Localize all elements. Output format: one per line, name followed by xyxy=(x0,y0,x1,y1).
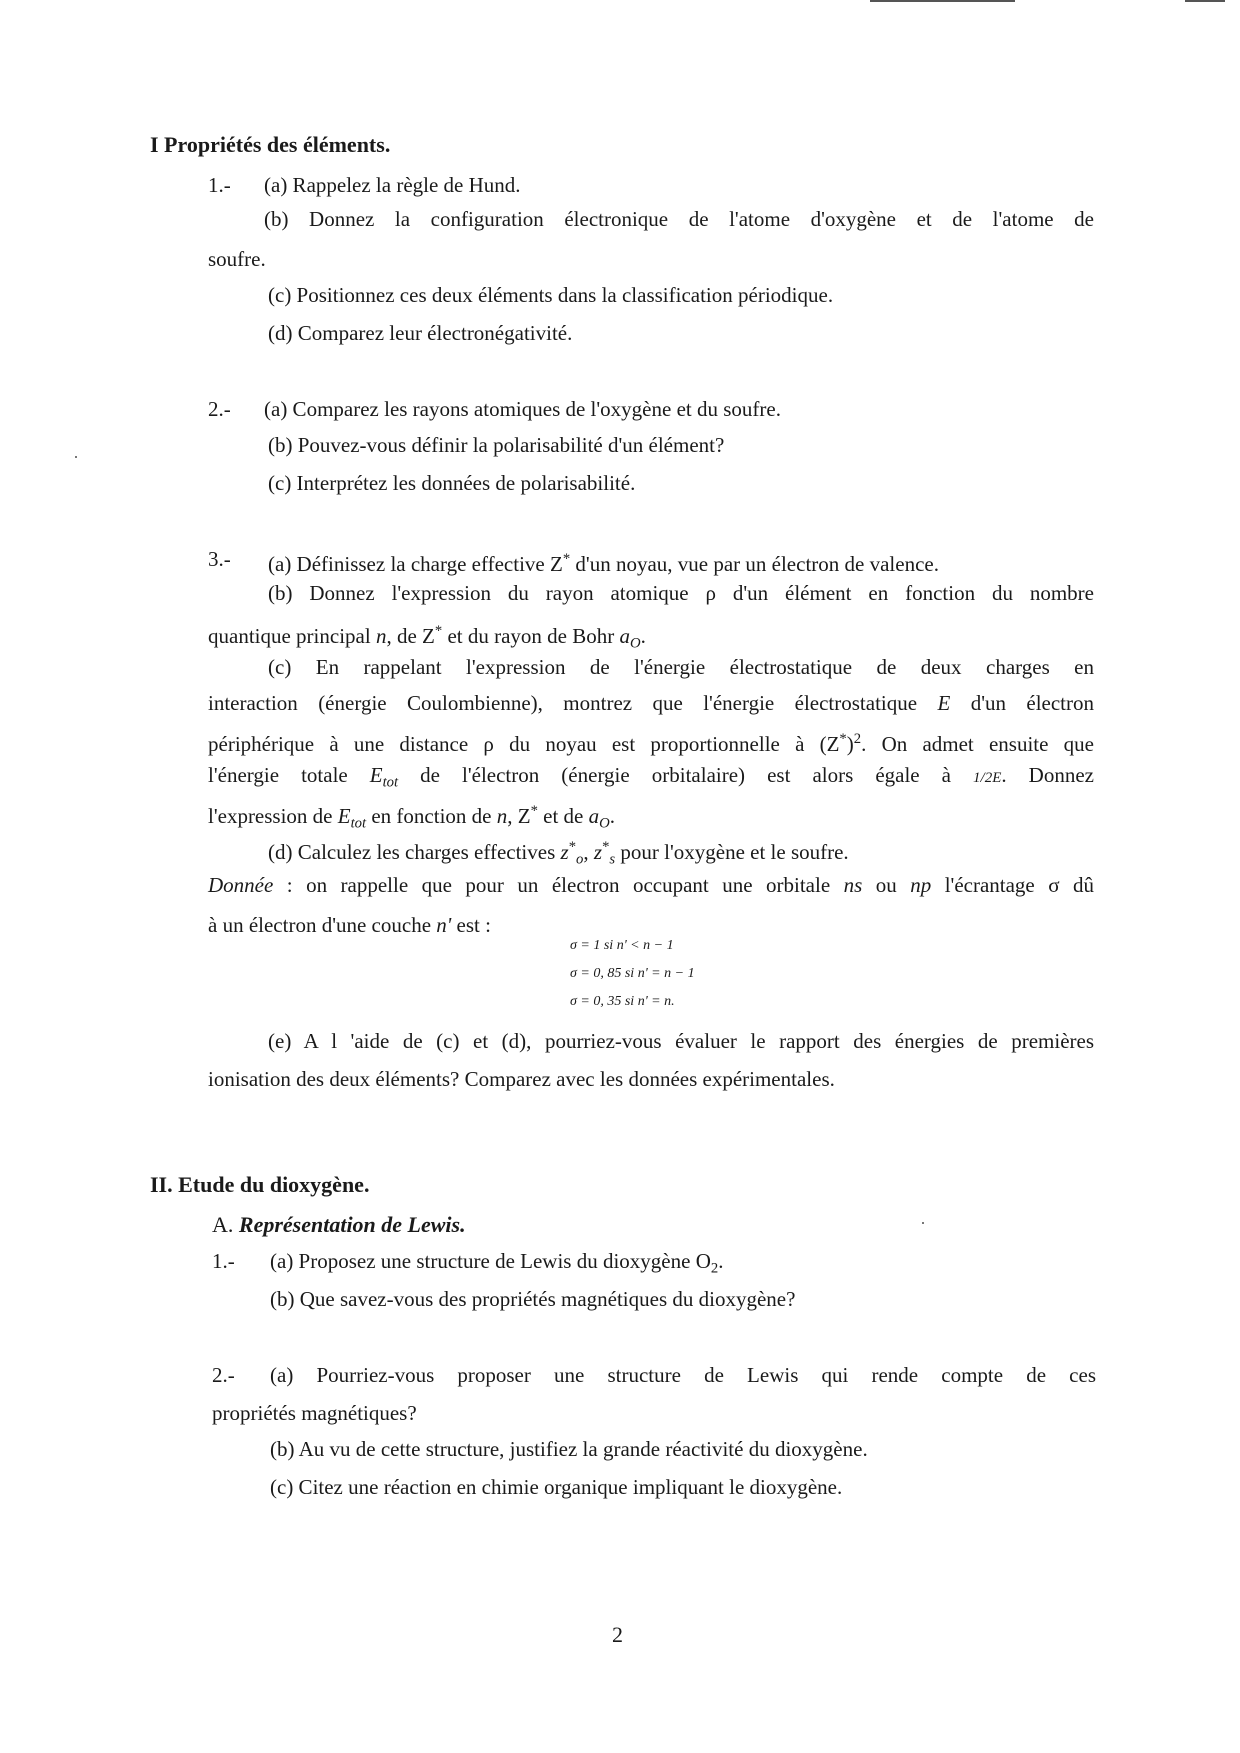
data-note-continuation xyxy=(208,912,491,938)
question-item-continuation xyxy=(208,798,615,836)
question-number: 1.- xyxy=(208,173,231,197)
variable: n xyxy=(375,624,387,649)
top-rule xyxy=(870,0,1015,2)
section-title: II. Etude du dioxygène. xyxy=(150,1172,370,1197)
variable: ns xyxy=(843,873,863,897)
variable: a xyxy=(619,624,630,649)
question-item: (a) Rappelez la règle de Hund. xyxy=(264,173,521,197)
sigma-rule: σ = 0, 35 si n' = n. xyxy=(570,994,675,1009)
question-item: (a) Comparez les rayons atomiques de l'oxygène et du soufre. xyxy=(264,397,781,421)
text: interaction (énergie Coulombienne), montrez que l'énergie électrostatique xyxy=(208,691,938,715)
text: (a) Définissez la charge effective Z xyxy=(268,552,563,577)
superscript: * xyxy=(530,803,538,819)
question-item xyxy=(270,1248,723,1281)
subsection-title xyxy=(212,1212,466,1238)
question-item: (b) Au vu de cette structure, justifiez la grande réactivité du dioxygène. xyxy=(270,1437,868,1461)
subscript: tot xyxy=(382,774,399,791)
text: ou xyxy=(862,873,911,897)
variable: n' xyxy=(436,913,452,937)
text: d'un noyau, vue par un électron de valence. xyxy=(570,552,939,577)
text: : on rappelle que pour un électron occupant une orbitale xyxy=(273,873,844,897)
text: de l'électron (énergie orbitalaire) est alors égale à xyxy=(398,763,974,787)
question-item-continuation xyxy=(208,618,646,656)
text: . On admet ensuite que xyxy=(861,732,1094,757)
text: . Donnez xyxy=(1001,763,1094,787)
question-item: (c) Positionnez ces deux éléments dans la classification périodique. xyxy=(268,283,834,307)
scan-speck xyxy=(922,1222,924,1224)
superscript: * xyxy=(562,551,571,567)
question-item xyxy=(268,546,939,577)
text: , de Z xyxy=(386,624,435,649)
variable: E xyxy=(369,763,383,787)
question-item-continuation: ionisation des deux éléments? Comparez avec les données expérimentales. xyxy=(208,1067,835,1091)
text: pour l'oxygène et le soufre. xyxy=(615,840,849,865)
variable: E xyxy=(937,691,951,715)
text: . xyxy=(609,804,615,829)
superscript: * xyxy=(434,623,443,639)
question-number: 1.- xyxy=(212,1249,235,1273)
superscript: 2 xyxy=(853,731,862,747)
note-label: Donnée xyxy=(208,873,274,897)
fraction: 1/2E xyxy=(973,770,1002,786)
text: l'énergie totale xyxy=(208,763,370,787)
question-item: (b) Donnez l'expression du rayon atomique ρ d'un élément en fonction du nombre xyxy=(268,581,1094,605)
question-item: (b) Pouvez-vous définir la polarisabilité d'un élément? xyxy=(268,433,725,457)
variable: n xyxy=(496,804,508,829)
text: et de xyxy=(537,804,589,829)
question-item: (c) En rappelant l'expression de l'énergie électrostatique de deux charges en xyxy=(268,655,1094,679)
text: , xyxy=(583,840,594,865)
text: (a) Proposez une structure de Lewis du dioxygène O xyxy=(270,1249,711,1273)
text: en fonction de xyxy=(366,804,497,829)
variable: np xyxy=(910,873,932,897)
superscript: * xyxy=(568,839,577,855)
superscript: * xyxy=(839,731,847,747)
question-item: (e) A l 'aide de (c) et (d), pourriez-vous évaluer le rapport des énergies de premières xyxy=(268,1029,1094,1053)
question-item xyxy=(268,834,849,872)
text: l'écrantage σ dû xyxy=(931,873,1095,897)
variable: z xyxy=(560,840,569,865)
subscript: tot xyxy=(350,815,367,832)
question-item: (d) Comparez leur électronégativité. xyxy=(268,321,573,345)
question-item: (b) Que savez-vous des propriétés magnétiques du dioxygène? xyxy=(270,1287,796,1311)
subsection-heading: Représentation de Lewis. xyxy=(238,1212,466,1237)
subscript: o xyxy=(576,851,584,868)
sigma-rule: σ = 0, 85 si n' = n − 1 xyxy=(570,966,695,981)
text: est : xyxy=(451,913,491,937)
text: (d) Calculez les charges effectives xyxy=(268,840,561,865)
subscript: s xyxy=(609,851,616,868)
question-item: (c) Citez une réaction en chimie organique impliquant le dioxygène. xyxy=(270,1475,843,1499)
subscript: 2 xyxy=(710,1260,719,1277)
variable: a xyxy=(588,804,600,829)
question-item-continuation: soufre. xyxy=(208,247,266,271)
variable: E xyxy=(337,804,351,829)
question-item-continuation: propriétés magnétiques? xyxy=(212,1401,417,1425)
question-item: (b) Donnez la configuration électronique de l'atome d'oxygène et de l'atome de xyxy=(264,207,1094,231)
variable: z xyxy=(593,840,603,865)
text: quantique principal xyxy=(208,624,376,649)
question-number: 2.- xyxy=(208,397,231,421)
subscript: O xyxy=(630,635,641,652)
question-item: (c) Interprétez les données de polarisabilité. xyxy=(268,471,636,495)
scan-speck xyxy=(75,456,77,458)
subscript: O xyxy=(599,815,610,832)
text: l'expression de xyxy=(208,804,338,829)
text: d'un électron xyxy=(950,691,1094,715)
text: . xyxy=(640,624,646,649)
text: ) xyxy=(846,732,854,757)
text: à un électron d'une couche xyxy=(208,913,437,937)
section-title: I Propriétés des éléments. xyxy=(150,132,391,157)
top-rule-right xyxy=(1185,0,1225,2)
question-item: (a) Pourriez-vous proposer une structure de Lewis qui rende compte de ces xyxy=(270,1363,1096,1387)
page-number: 2 xyxy=(612,1622,623,1647)
text: et du rayon de Bohr xyxy=(442,624,620,649)
question-number: 3.- xyxy=(208,547,231,571)
sigma-rule: σ = 1 si n' < n − 1 xyxy=(570,938,674,953)
text: , Z xyxy=(507,804,531,829)
question-number: 2.- xyxy=(212,1363,235,1387)
text: périphérique à une distance ρ du noyau est proportionnelle à (Z xyxy=(208,732,840,757)
superscript: * xyxy=(602,839,610,855)
text: . xyxy=(718,1249,724,1273)
subsection-label: A. xyxy=(212,1212,239,1237)
